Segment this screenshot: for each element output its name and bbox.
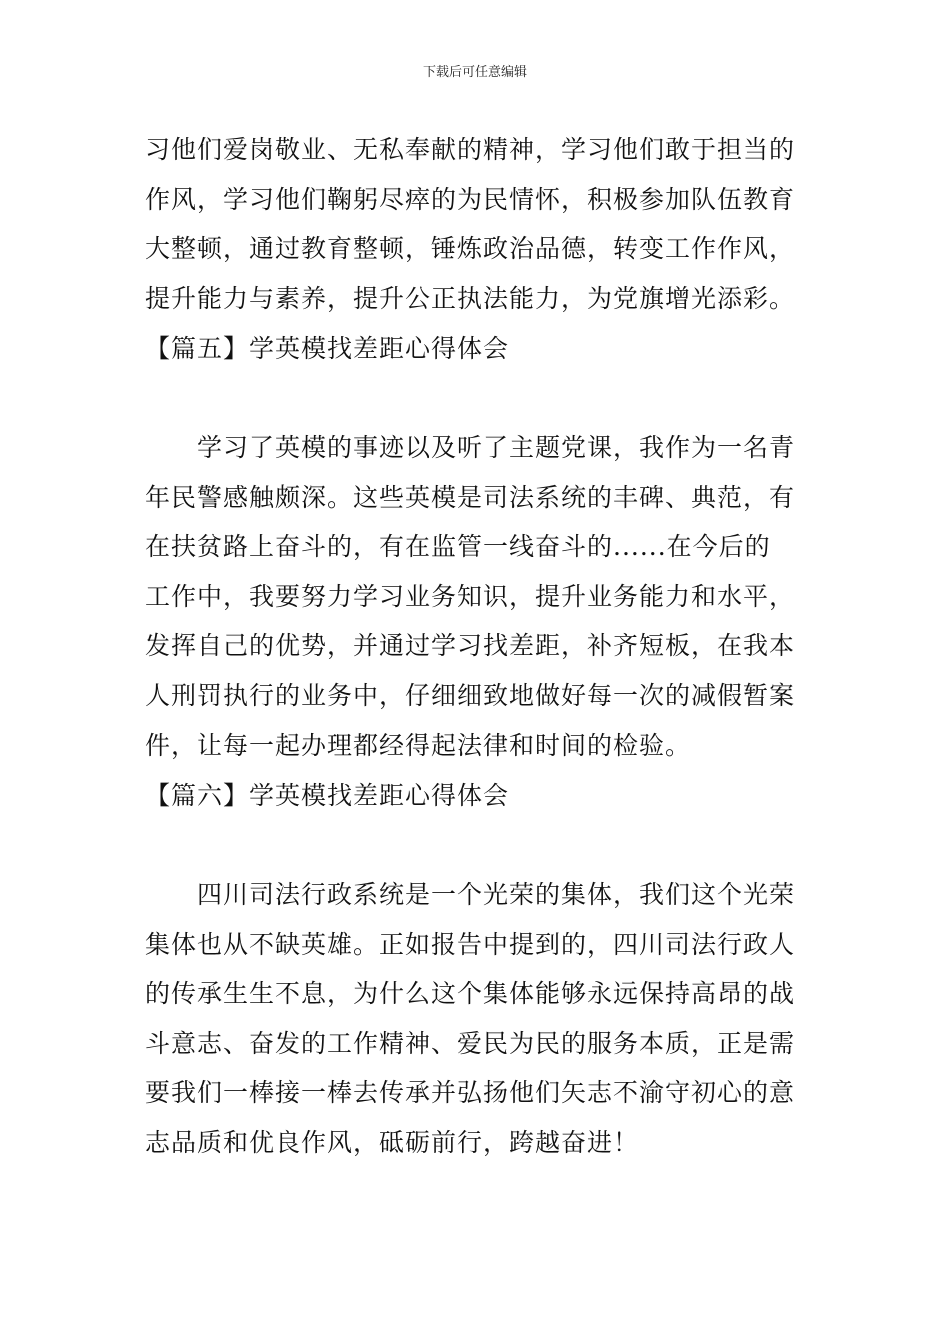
paragraph-line: 提升能力与素养，提升公正执法能力，为党旗增光添彩。 (145, 283, 796, 313)
paragraph-line: 年民警感触颇深。这些英模是司法系统的丰碑、典范，有 (145, 482, 796, 512)
paragraph-line: 大整顿，通过教育整顿，锤炼政治品德，转变工作作风， (145, 234, 796, 264)
paragraph-line: 四川司法行政系统是一个光荣的集体，我们这个光荣 (197, 880, 796, 909)
page-header-note: 下载后可任意编辑 (422, 65, 527, 80)
paragraph-line: 斗意志、奋发的工作精神、爱民为民的服务本质，正是需 (145, 1028, 796, 1058)
paragraph-line: 学习了英模的事迹以及听了主题党课，我作为一名青 (197, 433, 796, 462)
paragraph-line: 的传承生生不息，为什么这个集体能够永远保持高昂的战 (145, 979, 796, 1009)
paragraph-line: 志品质和优良作风，砥砺前行，跨越奋进！ (145, 1127, 640, 1157)
section6-heading (145, 771, 815, 821)
section6-paragraph (145, 870, 815, 1168)
section-heading: 【篇五】学英模找差距心得体会 (145, 334, 510, 363)
paragraph-line: 人刑罚执行的业务中，仔细细致地做好每一次的减假暂案 (145, 680, 796, 710)
section-heading: 【篇六】学英模找差距心得体会 (145, 781, 510, 810)
paragraph-line: 在扶贫路上奋斗的，有在监管一线奋斗的......在今后的 (145, 532, 771, 562)
section5-heading (145, 324, 815, 374)
paragraph-line: 要我们一棒接一棒去传承并弘扬他们矢志不渝守初心的意 (145, 1078, 796, 1108)
paragraph-line: 作风，学习他们鞠躬尽瘁的为民情怀，积极参加队伍教育 (145, 184, 796, 214)
paragraph-line: 件，让每一起办理都经得起法律和时间的检验。 (145, 730, 692, 760)
section5-paragraph (145, 423, 815, 770)
paragraph-line: 集体也从不缺英雄。正如报告中提到的，四川司法行政人 (145, 929, 796, 959)
paragraph-line: 工作中，我要努力学习业务知识，提升业务能力和水平， (145, 581, 796, 611)
paragraph-line: 发挥自己的优势，并通过学习找差距，补齐短板，在我本 (145, 631, 796, 661)
paragraph-line: 习他们爱岗敬业、无私奉献的精神，学习他们敢于担当的 (145, 135, 796, 164)
continuation-paragraph (145, 125, 815, 323)
